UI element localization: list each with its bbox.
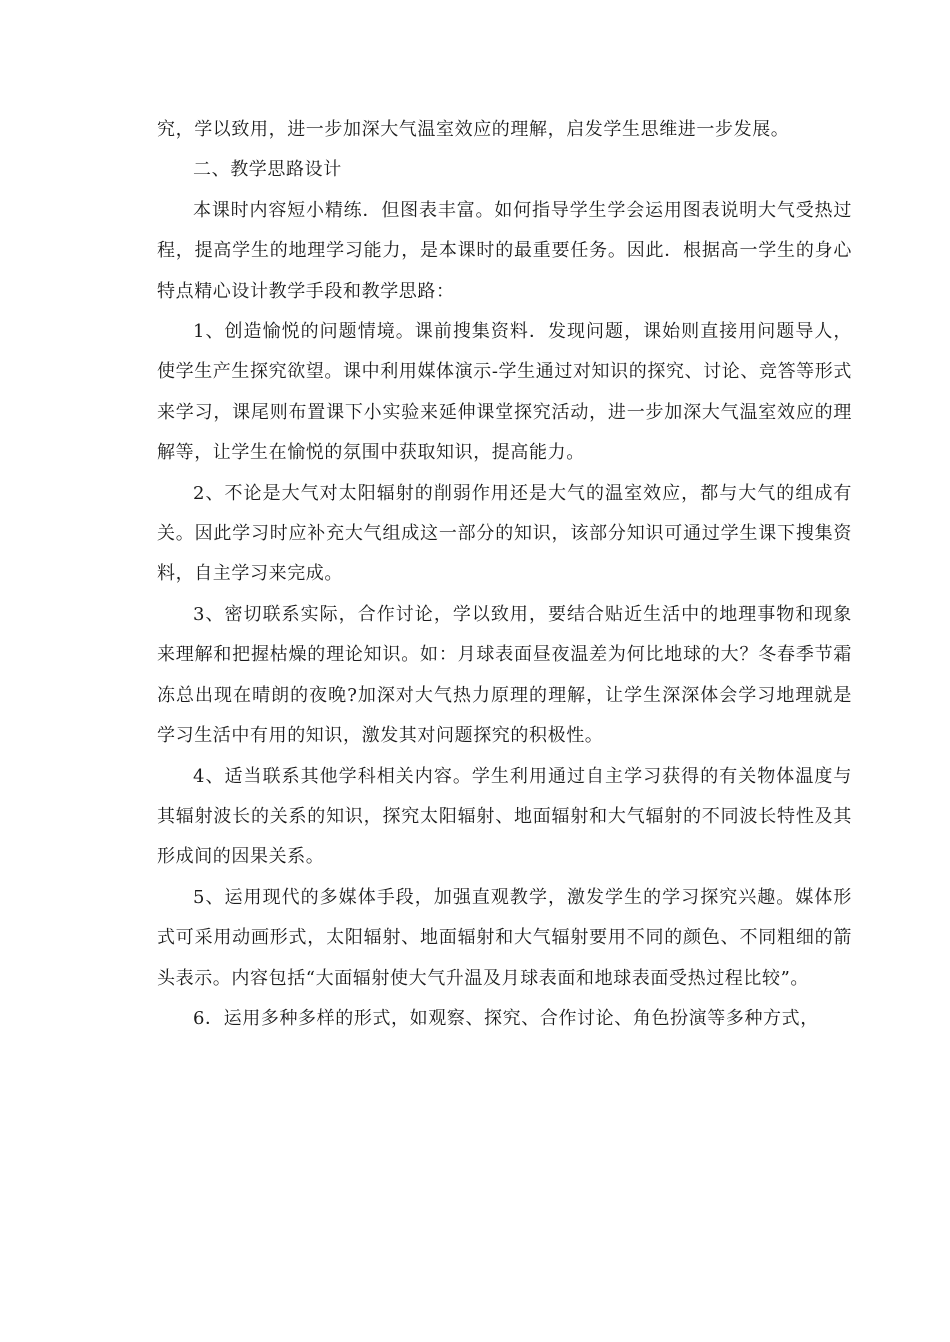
paragraph-intro: 本课时内容短小精练．但图表丰富。如何指导学生学会运用图表说明大气受热过程，提高学生的地理学习能力，是本课时的最重要任务。因此．根据高一学生的身心特点精心设计教学手段和教学思路： bbox=[157, 199, 852, 302]
paragraph-item-2: 2、不论是大气对太阳辐射的削弱作用还是大气的温室效应，都与大气的组成有关。因此学习时应补充大气组成这一部分的知识，该部分知识可通过学生课下搜集资料，自主学习来完成。 bbox=[157, 482, 852, 585]
paragraph-item-1: 1、创造愉悦的问题情境。课前搜集资料．发现问题，课始则直接用问题导人，使学生产生探究欲望。课中利用媒体演示-学生通过对知识的探究、讨论、竞答等形式来学习，课尾则布置课下小实验来延伸课堂探究活动，进一步加深大气温室效应的理解等，让学生在愉悦的氛围中获取知识，提高能力。 bbox=[157, 321, 852, 464]
paragraph-item-4: 4、适当联系其他学科相关内容。学生利用通过自主学习获得的有关物体温度与其辐射波长的关系的知识，探究太阳辐射、地面辐射和大气辐射的不同波长特性及其形成间的因果关系。 bbox=[157, 765, 852, 868]
paragraph-item-5: 5、运用现代的多媒体手段，加强直观教学，激发学生的学习探究兴趣。媒体形式可采用动画形式，太阳辐射、地面辐射和大气辐射要用不同的颜色、不同粗细的箭头表示。内容包括“大面辐射使大气升温及月球表面和地球表面受热过程比较”。 bbox=[157, 886, 852, 989]
paragraph-continuation: 究，学以致用，进一步加深大气温室效应的理解，启发学生思维进一步发展。 bbox=[157, 119, 790, 140]
paragraph-item-6: 6．运用多种多样的形式，如观察、探究、合作讨论、角色扮演等多种方式， bbox=[193, 1007, 819, 1029]
section-heading: 二、教学思路设计 bbox=[193, 159, 342, 181]
paragraph-item-3: 3、密切联系实际，合作讨论，学以致用，要结合贴近生活中的地理事物和现象来理解和把握枯燥的理论知识。如：月球表面昼夜温差为何比地球的大？冬春季节霜冻总出现在晴朗的夜晚?加深对大气热力原理的理解，让学生深深体会学习地理就是学习生活中有用的知识，激发其对问题探究的积极性。 bbox=[157, 603, 852, 747]
document-body bbox=[157, 110, 852, 1039]
